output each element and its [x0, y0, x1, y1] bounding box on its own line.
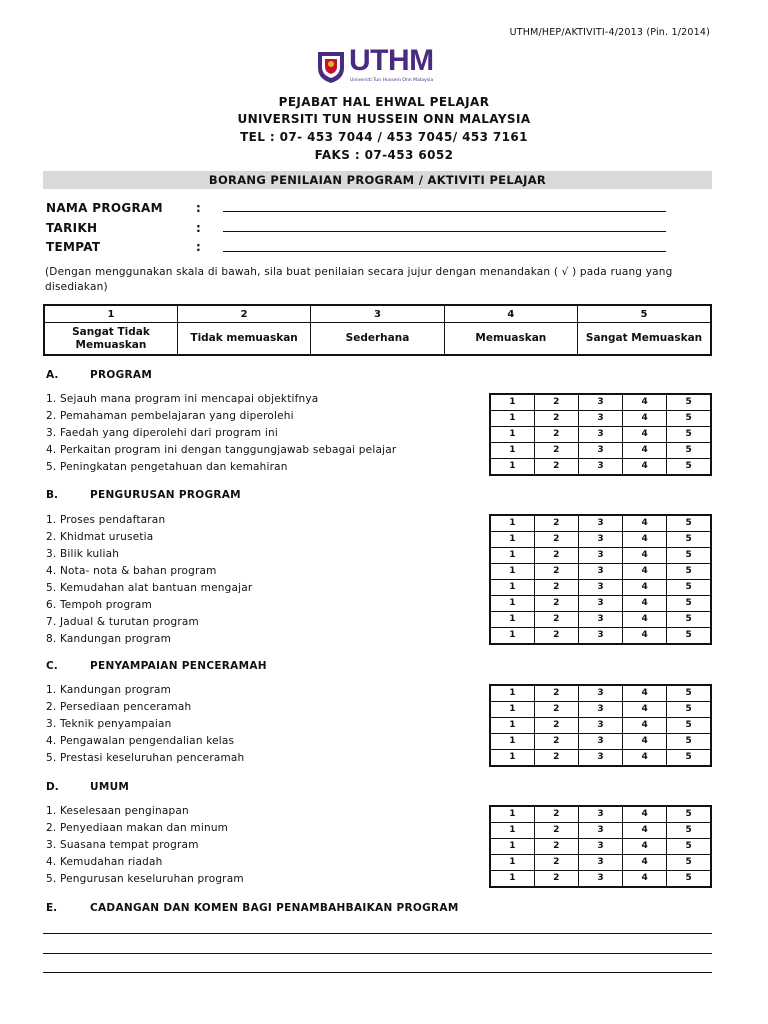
- rating-option-cell[interactable]: 2: [534, 871, 578, 888]
- criterion-label: 2. Persediaan penceramah: [46, 701, 192, 713]
- rating-option-cell[interactable]: 2: [534, 580, 578, 596]
- rating-option-cell[interactable]: 3: [578, 806, 622, 823]
- rating-row: [490, 564, 711, 580]
- scale-label: Sederhana: [311, 323, 444, 356]
- rating-option-cell[interactable]: 1: [490, 612, 534, 628]
- rating-option-cell[interactable]: 1: [490, 411, 534, 427]
- rating-row: [490, 580, 711, 596]
- section-title: PENYAMPAIAN PENCERAMAH: [90, 660, 267, 672]
- rating-row: [490, 548, 711, 564]
- document-reference: UTHM/HEP/AKTIVITI-4/2013 (Pin. 1/2014): [509, 27, 710, 38]
- scale-number: 2: [177, 305, 310, 323]
- rating-option-cell[interactable]: 2: [534, 394, 578, 411]
- criterion-label: 5. Peningkatan pengetahuan dan kemahiran: [46, 461, 288, 473]
- rating-option-cell[interactable]: 2: [534, 823, 578, 839]
- rating-row: [490, 871, 711, 888]
- rating-option-cell[interactable]: 1: [490, 734, 534, 750]
- rating-option-cell[interactable]: 2: [534, 750, 578, 767]
- rating-row: [490, 459, 711, 476]
- rating-option-cell[interactable]: 3: [578, 612, 622, 628]
- rating-row: [490, 628, 711, 645]
- section-title: PENGURUSAN PROGRAM: [90, 489, 241, 501]
- criterion-label: 7. Jadual & turutan program: [46, 616, 199, 628]
- rating-option-cell[interactable]: 5: [667, 806, 711, 823]
- rating-option-cell[interactable]: 1: [490, 806, 534, 823]
- rating-row: [490, 532, 711, 548]
- rating-option-cell[interactable]: 3: [578, 839, 622, 855]
- rating-option-cell[interactable]: 5: [667, 839, 711, 855]
- rating-row: [490, 839, 711, 855]
- rating-option-cell[interactable]: 3: [578, 750, 622, 767]
- rating-option-cell[interactable]: 4: [623, 750, 667, 767]
- rating-option-cell[interactable]: 2: [534, 459, 578, 476]
- rating-option-cell[interactable]: 1: [490, 532, 534, 548]
- rating-option-cell[interactable]: 2: [534, 532, 578, 548]
- rating-option-cell[interactable]: 5: [667, 612, 711, 628]
- rating-option-cell[interactable]: 5: [667, 532, 711, 548]
- rating-option-cell[interactable]: 5: [667, 718, 711, 734]
- criterion-label: 2. Khidmat urusetia: [46, 531, 154, 543]
- rating-option-cell[interactable]: 4: [623, 443, 667, 459]
- rating-option-cell[interactable]: 3: [578, 580, 622, 596]
- rating-option-cell[interactable]: 5: [667, 427, 711, 443]
- rating-option-cell[interactable]: 4: [623, 855, 667, 871]
- rating-option-cell[interactable]: 5: [667, 823, 711, 839]
- scale-label: Sangat Tidak Memuaskan: [44, 323, 177, 356]
- rating-option-cell[interactable]: 3: [578, 427, 622, 443]
- rating-option-cell[interactable]: 5: [667, 871, 711, 888]
- rating-option-cell[interactable]: 1: [490, 823, 534, 839]
- rating-option-cell[interactable]: 1: [490, 548, 534, 564]
- rating-option-cell[interactable]: 1: [490, 564, 534, 580]
- rating-option-cell[interactable]: 4: [623, 612, 667, 628]
- rating-option-cell[interactable]: 2: [534, 734, 578, 750]
- section-letter: B.: [46, 489, 58, 501]
- section-title-comments: CADANGAN DAN KOMEN BAGI PENAMBAHBAIKAN PROGRAM: [90, 902, 459, 914]
- criterion-label: 5. Pengurusan keseluruhan program: [46, 873, 244, 885]
- rating-option-cell[interactable]: 5: [667, 515, 711, 532]
- rating-option-cell[interactable]: 5: [667, 443, 711, 459]
- rating-row: [490, 394, 711, 411]
- rating-option-cell[interactable]: 4: [623, 596, 667, 612]
- scale-label: Tidak memuaskan: [177, 323, 310, 356]
- scale-number: 4: [444, 305, 577, 323]
- rating-grid: [489, 805, 712, 888]
- rating-option-cell[interactable]: 3: [578, 548, 622, 564]
- rating-option-cell[interactable]: 5: [667, 628, 711, 645]
- rating-option-cell[interactable]: 3: [578, 628, 622, 645]
- rating-row: [490, 855, 711, 871]
- rating-option-cell[interactable]: 5: [667, 411, 711, 427]
- section-title: UMUM: [90, 781, 130, 793]
- scale-number: 3: [311, 305, 444, 323]
- rating-option-cell[interactable]: 4: [623, 734, 667, 750]
- date-input[interactable]: [223, 231, 666, 232]
- rating-option-cell[interactable]: 1: [490, 459, 534, 476]
- rating-option-cell[interactable]: 5: [667, 548, 711, 564]
- form-title: BORANG PENILAIAN PROGRAM / AKTIVITI PELAJAR: [43, 171, 712, 189]
- rating-option-cell[interactable]: 2: [534, 411, 578, 427]
- criterion-label: 3. Bilik kuliah: [46, 548, 120, 560]
- criterion-label: 3. Suasana tempat program: [46, 839, 199, 851]
- rating-option-cell[interactable]: 4: [623, 564, 667, 580]
- rating-row: [490, 718, 711, 734]
- rating-option-cell[interactable]: 1: [490, 685, 534, 702]
- rating-option-cell[interactable]: 1: [490, 596, 534, 612]
- rating-option-cell[interactable]: 5: [667, 580, 711, 596]
- section-letter: D.: [46, 781, 59, 793]
- criterion-label: 1. Keselesaan penginapan: [46, 805, 189, 817]
- office-name: PEJABAT HAL EHWAL PELAJAR: [278, 95, 490, 109]
- rating-option-cell[interactable]: 3: [578, 459, 622, 476]
- rating-option-cell[interactable]: 1: [490, 515, 534, 532]
- section-letter: C.: [46, 660, 58, 672]
- logo-tagline: Universiti Tun Hussein Onn Malaysia: [350, 78, 434, 83]
- field-label-program: NAMA PROGRAM: [46, 201, 163, 215]
- rating-option-cell[interactable]: 2: [534, 718, 578, 734]
- rating-option-cell[interactable]: 3: [578, 823, 622, 839]
- criterion-label: 4. Nota- nota & bahan program: [46, 565, 217, 577]
- rating-option-cell[interactable]: 1: [490, 871, 534, 888]
- rating-option-cell[interactable]: 2: [534, 443, 578, 459]
- rating-option-cell[interactable]: 2: [534, 806, 578, 823]
- rating-option-cell[interactable]: 4: [623, 806, 667, 823]
- instruction-text: (Dengan menggunakan skala di bawah, sila buat penilaian secara jujur dengan menandakan ( √ ) pada ruang yang disediakan): [45, 266, 673, 293]
- rating-option-cell[interactable]: 3: [578, 515, 622, 532]
- rating-option-cell[interactable]: 3: [578, 443, 622, 459]
- logo-brand: UTHM: [349, 44, 434, 77]
- rating-row: [490, 734, 711, 750]
- rating-option-cell[interactable]: 1: [490, 718, 534, 734]
- rating-option-cell[interactable]: 1: [490, 443, 534, 459]
- section-title: PROGRAM: [90, 369, 153, 381]
- rating-row: [490, 515, 711, 532]
- rating-option-cell[interactable]: 4: [623, 411, 667, 427]
- rating-option-cell[interactable]: 4: [623, 702, 667, 718]
- rating-option-cell[interactable]: 1: [490, 855, 534, 871]
- rating-option-cell[interactable]: 3: [578, 871, 622, 888]
- rating-option-cell[interactable]: 3: [578, 596, 622, 612]
- field-colon: :: [196, 240, 201, 254]
- scale-label: Sangat Memuaskan: [578, 323, 711, 356]
- rating-option-cell[interactable]: 2: [534, 855, 578, 871]
- criterion-label: 2. Pemahaman pembelajaran yang diperolehi: [46, 410, 294, 422]
- criterion-label: 5. Kemudahan alat bantuan mengajar: [46, 582, 253, 594]
- rating-row: [490, 411, 711, 427]
- criterion-label: 3. Teknik penyampaian: [46, 718, 172, 730]
- rating-row: [490, 596, 711, 612]
- rating-row: [490, 443, 711, 459]
- rating-option-cell[interactable]: 3: [578, 685, 622, 702]
- fax: FAKS : 07-453 6052: [314, 148, 454, 162]
- comment-line[interactable]: [43, 953, 712, 954]
- rating-option-cell[interactable]: 1: [490, 628, 534, 645]
- rating-option-cell[interactable]: 1: [490, 580, 534, 596]
- rating-option-cell[interactable]: 5: [667, 596, 711, 612]
- rating-option-cell[interactable]: 4: [623, 548, 667, 564]
- scale-number: 1: [44, 305, 177, 323]
- rating-option-cell[interactable]: 3: [578, 734, 622, 750]
- criterion-label: 8. Kandungan program: [46, 633, 172, 645]
- venue-input[interactable]: [223, 251, 666, 252]
- rating-option-cell[interactable]: 3: [578, 702, 622, 718]
- rating-grid: [489, 393, 712, 476]
- rating-option-cell[interactable]: 5: [667, 564, 711, 580]
- rating-option-cell[interactable]: 4: [623, 823, 667, 839]
- rating-option-cell[interactable]: 2: [534, 628, 578, 645]
- criterion-label: 1. Sejauh mana program ini mencapai objektifnya: [46, 393, 319, 405]
- criterion-label: 6. Tempoh program: [46, 599, 152, 611]
- rating-grid: [489, 514, 712, 645]
- rating-option-cell[interactable]: 2: [534, 596, 578, 612]
- criterion-label: 4. Pengawalan pengendalian kelas: [46, 735, 235, 747]
- rating-option-cell[interactable]: 2: [534, 685, 578, 702]
- rating-option-cell[interactable]: 3: [578, 564, 622, 580]
- rating-option-cell[interactable]: 2: [534, 564, 578, 580]
- field-label-venue: TEMPAT: [46, 240, 101, 254]
- rating-option-cell[interactable]: 5: [667, 734, 711, 750]
- rating-option-cell[interactable]: 4: [623, 871, 667, 888]
- scale-label: Memuaskan: [444, 323, 577, 356]
- rating-option-cell[interactable]: 1: [490, 750, 534, 767]
- rating-option-cell[interactable]: 1: [490, 427, 534, 443]
- rating-option-cell[interactable]: 5: [667, 750, 711, 767]
- criterion-label: 1. Proses pendaftaran: [46, 514, 166, 526]
- rating-option-cell[interactable]: 3: [578, 411, 622, 427]
- university-name: UNIVERSITI TUN HUSSEIN ONN MALAYSIA: [237, 112, 531, 126]
- criterion-label: 4. Kemudahan riadah: [46, 856, 163, 868]
- rating-option-cell[interactable]: 4: [623, 515, 667, 532]
- rating-row: [490, 612, 711, 628]
- rating-option-cell[interactable]: 2: [534, 702, 578, 718]
- rating-option-cell[interactable]: 4: [623, 839, 667, 855]
- program-name-input[interactable]: [223, 211, 666, 212]
- rating-option-cell[interactable]: 2: [534, 427, 578, 443]
- rating-option-cell[interactable]: 5: [667, 685, 711, 702]
- rating-row: [490, 806, 711, 823]
- rating-option-cell[interactable]: 1: [490, 394, 534, 411]
- rating-option-cell[interactable]: 3: [578, 394, 622, 411]
- rating-option-cell[interactable]: 4: [623, 685, 667, 702]
- rating-option-cell[interactable]: 4: [623, 394, 667, 411]
- rating-row: [490, 823, 711, 839]
- rating-option-cell[interactable]: 3: [578, 532, 622, 548]
- rating-row: [490, 685, 711, 702]
- rating-option-cell[interactable]: 3: [578, 855, 622, 871]
- uthm-crest-icon: [316, 50, 346, 84]
- comment-line[interactable]: [43, 972, 712, 973]
- section-letter: A.: [46, 369, 59, 381]
- rating-option-cell[interactable]: 4: [623, 580, 667, 596]
- rating-option-cell[interactable]: 4: [623, 628, 667, 645]
- rating-option-cell[interactable]: 4: [623, 718, 667, 734]
- section-letter: E.: [46, 902, 58, 914]
- telephone: TEL : 07- 453 7044 / 453 7045/ 453 7161: [240, 130, 528, 144]
- criterion-label: 1. Kandungan program: [46, 684, 172, 696]
- rating-option-cell[interactable]: 2: [534, 548, 578, 564]
- uthm-logo: [316, 46, 446, 88]
- criterion-label: 3. Faedah yang diperolehi dari program ini: [46, 427, 278, 439]
- rating-option-cell[interactable]: 4: [623, 427, 667, 443]
- field-colon: :: [196, 201, 201, 215]
- rating-option-cell[interactable]: 2: [534, 515, 578, 532]
- rating-row: [490, 750, 711, 767]
- rating-option-cell[interactable]: 3: [578, 718, 622, 734]
- rating-option-cell[interactable]: 5: [667, 394, 711, 411]
- rating-grid: [489, 684, 712, 767]
- scale-number: 5: [578, 305, 711, 323]
- rating-option-cell[interactable]: 4: [623, 459, 667, 476]
- rating-option-cell[interactable]: 1: [490, 702, 534, 718]
- rating-option-cell[interactable]: 2: [534, 839, 578, 855]
- criterion-label: 5. Prestasi keseluruhan penceramah: [46, 752, 245, 764]
- comment-line[interactable]: [43, 933, 712, 934]
- rating-option-cell[interactable]: 4: [623, 532, 667, 548]
- field-label-date: TARIKH: [46, 221, 98, 235]
- rating-option-cell[interactable]: 5: [667, 702, 711, 718]
- rating-scale-legend: [43, 304, 712, 356]
- rating-row: [490, 427, 711, 443]
- rating-row: [490, 702, 711, 718]
- rating-option-cell[interactable]: 5: [667, 459, 711, 476]
- field-colon: :: [196, 221, 201, 235]
- criterion-label: 2. Penyediaan makan dan minum: [46, 822, 229, 834]
- rating-option-cell[interactable]: 5: [667, 855, 711, 871]
- rating-option-cell[interactable]: 1: [490, 839, 534, 855]
- criterion-label: 4. Perkaitan program ini dengan tanggungjawab sebagai pelajar: [46, 444, 397, 456]
- rating-option-cell[interactable]: 2: [534, 612, 578, 628]
